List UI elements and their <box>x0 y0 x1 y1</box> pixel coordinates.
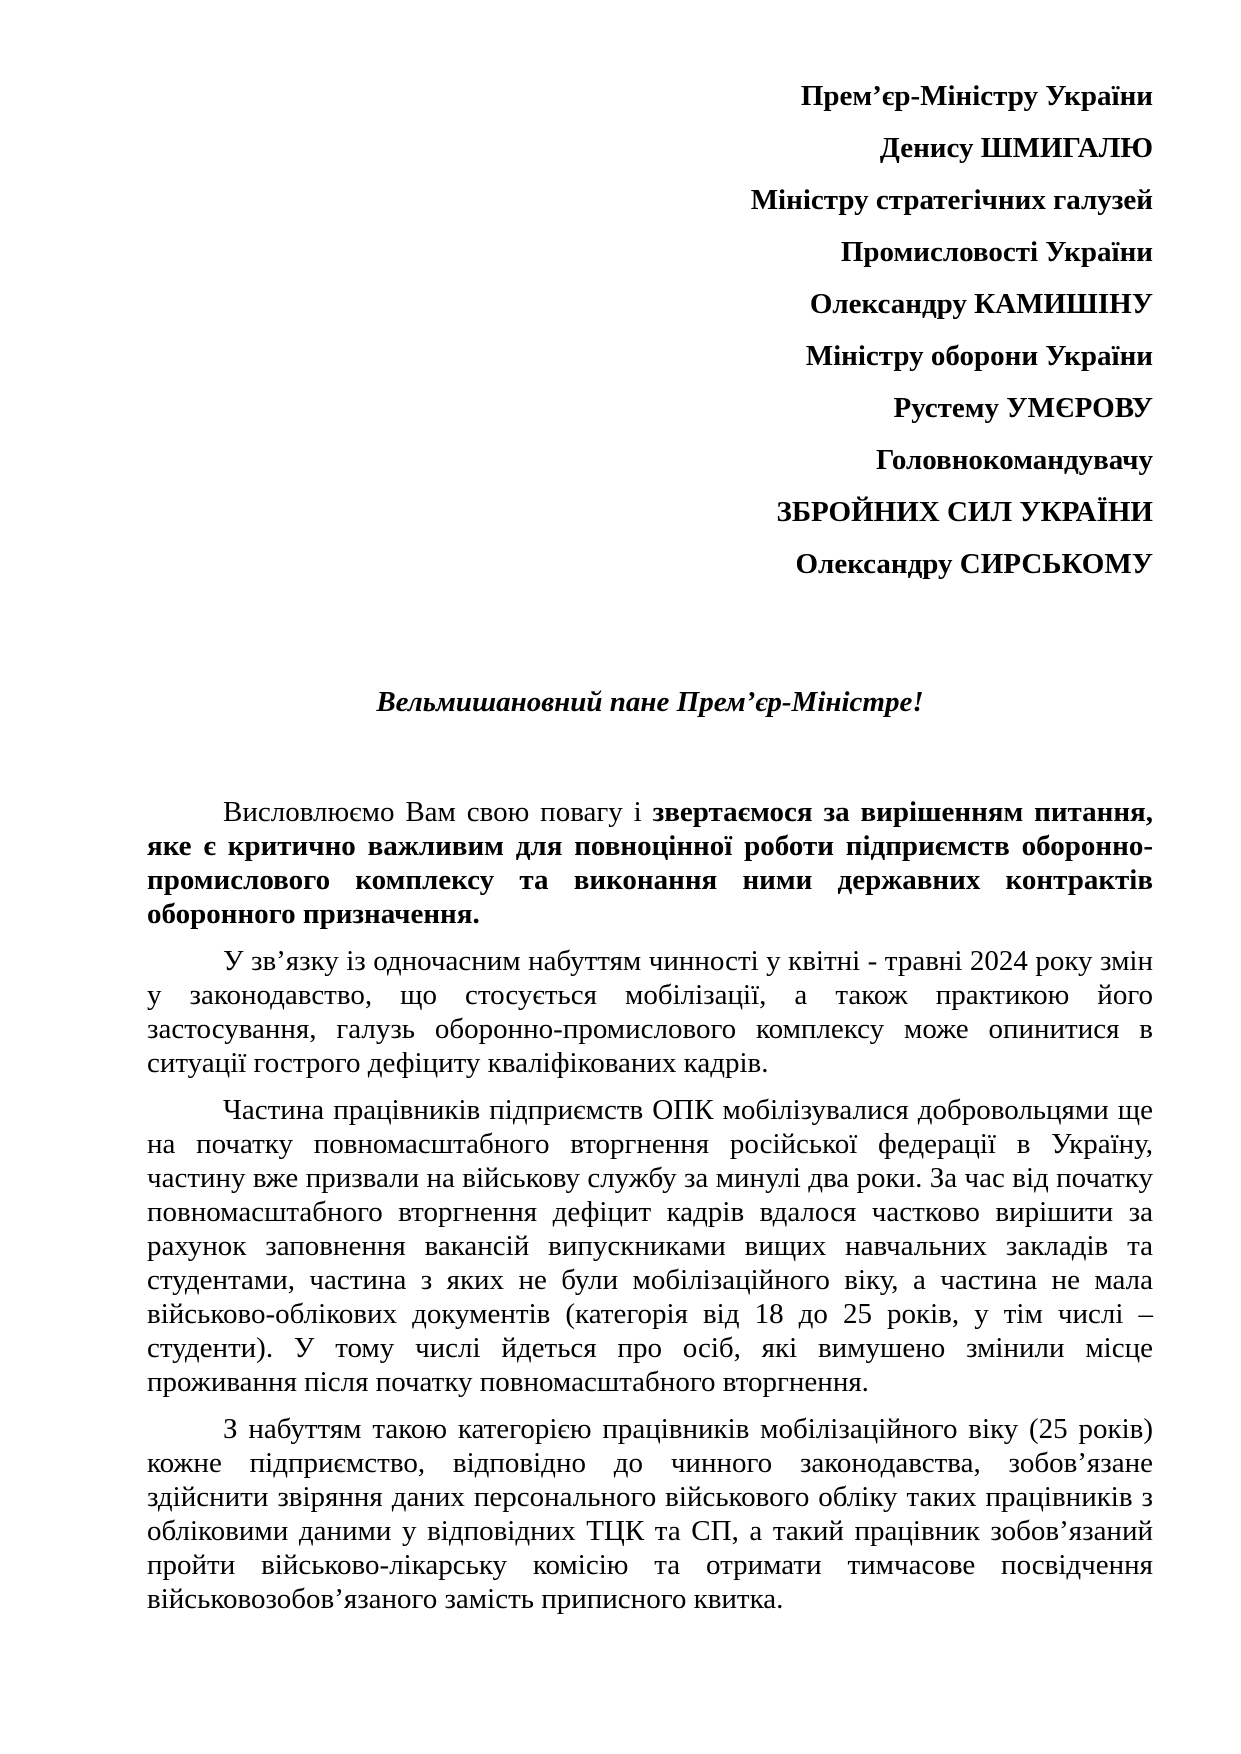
addressee-line: Прем’єр-Міністру України <box>800 80 1153 112</box>
paragraph-text: У зв’язку із одночасним набуттям чинності у квітні - травні 2024 року змін у законодавство, що стосується мобілізації, а також практикою його застосування, галузь оборонно-промислового комплексу може опинитися в ситуації гострого дефіциту кваліфікованих кадрів. <box>147 945 1153 1079</box>
addressee-line: Міністру оборони України <box>805 340 1153 372</box>
paragraph <box>147 1093 1153 1399</box>
paragraph-text: Висловлюємо Вам свою повагу і <box>223 796 653 828</box>
paragraph <box>147 795 1153 931</box>
addressee-line: Міністру стратегічних галузей <box>750 184 1153 216</box>
addressee-line: Головнокомандувачу <box>875 444 1153 476</box>
addressee-line: Олександру КАМИШІНУ <box>809 288 1153 320</box>
addressee-block <box>147 70 1153 590</box>
paragraph-text: З набуттям такою категорією працівників мобілізаційного віку (25 років) кожне підприємство, відповідно до чинного законодавства, зобов’язане здійснити звіряння даних персонального військового обліку таких працівників з обліковими даними у відповідних ТЦК та СП, а такий працівник зобов’язаний пройти військово-лікарську комісію та отримати тимчасове посвідчення військовозобов’язаного замість приписного квитка. <box>147 1413 1153 1615</box>
paragraph-bold-text: звертаємося за вирішенням питання, яке є критично важливим для повноцінної роботи підприємств оборонно-промислового комплексу та виконання ними державних контрактів оборонного призначення. <box>147 796 1153 930</box>
addressee-line: Рустему УМЄРОВУ <box>893 392 1153 424</box>
salutation: Вельмишановний пане Прем’єр-Міністре! <box>376 686 924 718</box>
addressee-line: Промисловості України <box>840 236 1153 268</box>
addressee-line: Олександру СИРСЬКОМУ <box>795 548 1153 580</box>
addressee-line: Денису ШМИГАЛЮ <box>879 132 1153 164</box>
addressee-line: ЗБРОЙНИХ СИЛ УКРАЇНИ <box>776 496 1153 528</box>
paragraph-text: Частина працівників підприємств ОПК мобілізувалися добровольцями ще на початку повномасштабного вторгнення російської федерації в Україну, частину вже призвали на військову службу за минулі два роки. За час від початку повномасштабного вторгнення дефіцит кадрів вдалося частково вирішити за рахунок заповнення вакансій випускниками вищих навчальних закладів та студентами, частина з яких не були мобілізаційного віку, а частина не мала військово-облікових документів (категорія від 18 до 25 років, у тім числі – студенти). У тому числі йдеться про осіб, які вимушено змінили місце проживання після початку повномасштабного вторгнення. <box>147 1094 1153 1398</box>
paragraph <box>147 944 1153 1080</box>
paragraph <box>147 1412 1153 1616</box>
